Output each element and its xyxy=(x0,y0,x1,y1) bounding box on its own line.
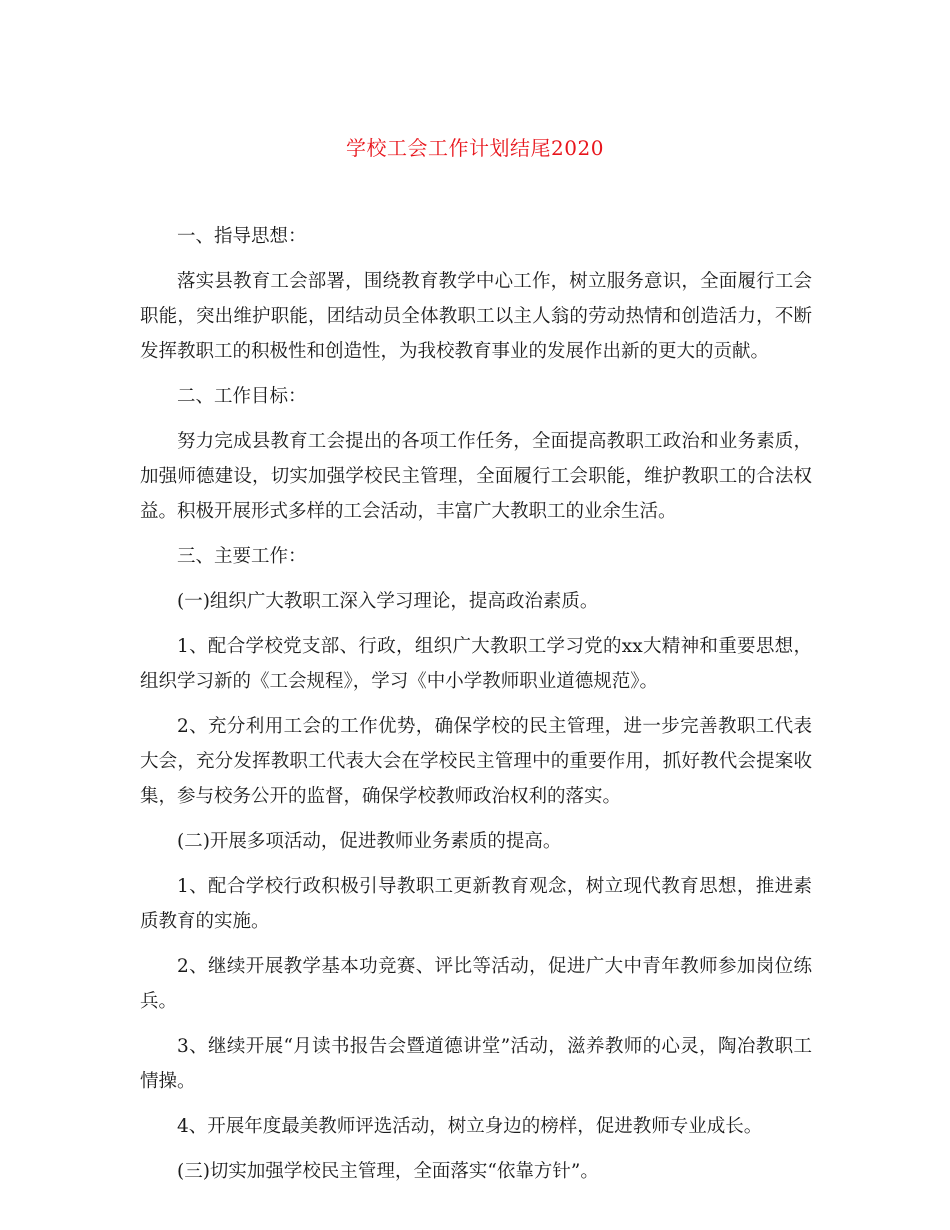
subsection-heading: (三)切实加强学校民主管理，全面落实“依靠方针”。 xyxy=(177,1161,599,1182)
list-item: 4、开展年度最美教师评选活动，树立身边的榜样，促进教师专业成长。 xyxy=(177,1116,763,1137)
section-heading-main-work: 三、主要工作： xyxy=(177,546,307,567)
list-item: 2、充分利用工会的工作优势，确保学校的民主管理，进一步完善教职工代表大会，充分发挥教职工代表大会在学校民主管理中的重要作用，抓好教代会提案收集，参与校务公开的监督，确保学校教师政治权利的落实。 xyxy=(140,716,812,807)
list-item: 3、继续开展“月读书报告会暨道德讲堂”活动，滋养教师的心灵，陶冶教职工情操。 xyxy=(140,1036,812,1092)
paragraph: 努力完成县教育工会提出的各项工作任务，全面提高教职工政治和业务素质，加强师德建设，切实加强学校民主管理，全面履行工会职能，维护教职工的合法权益。积极开展形式多样的工会活动，丰富广大教职工的业余生活。 xyxy=(140,431,812,522)
list-item: 1、配合学校党支部、行政，组织广大教职工学习党的xx大精神和重要思想，组织学习新的《工会规程》，学习《中小学教师职业道德规范》。 xyxy=(140,636,812,692)
paragraph: 落实县教育工会部署，围绕教育教学中心工作，树立服务意识，全面履行工会职能，突出维护职能，团结动员全体教职工以主人翁的劳动热情和创造活力，不断发挥教职工的积极性和创造性，为我校教育事业的发展作出新的更大的贡献。 xyxy=(140,271,812,362)
document-title: 学校工会工作计划结尾2020 xyxy=(346,136,604,160)
subsection-heading: (一)组织广大教职工深入学习理论，提高政治素质。 xyxy=(177,591,599,612)
section-heading-work-goals: 二、工作目标： xyxy=(177,386,307,407)
subsection-heading: (二)开展多项活动，促进教师业务素质的提高。 xyxy=(177,831,562,852)
section-heading-guiding-ideology: 一、指导思想： xyxy=(177,226,307,247)
list-item: 1、配合学校行政积极引导教职工更新教育观念，树立现代教育思想，推进素质教育的实施。 xyxy=(140,876,812,932)
list-item: 2、继续开展教学基本功竞赛、评比等活动，促进广大中青年教师参加岗位练兵。 xyxy=(140,956,812,1012)
document-body xyxy=(140,219,812,1199)
